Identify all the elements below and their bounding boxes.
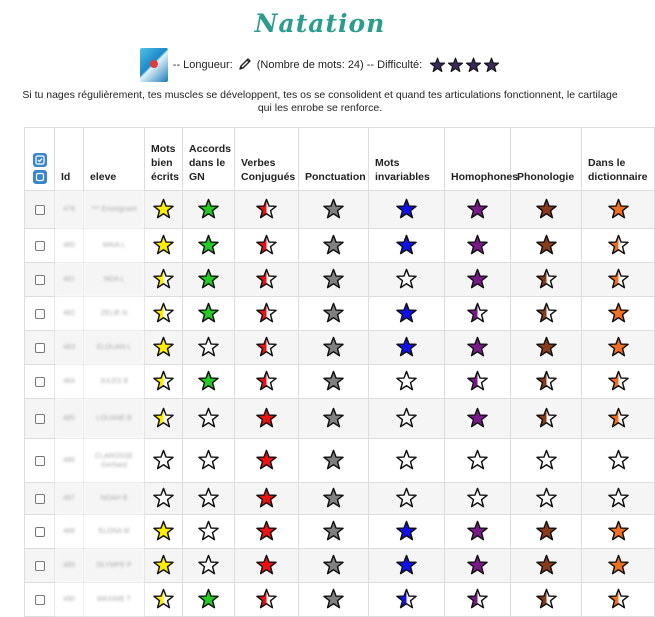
rating-homophones-star-icon[interactable] xyxy=(445,439,511,483)
rating-phonologie-star-icon[interactable] xyxy=(511,191,582,229)
rating-phonologie-star-icon[interactable] xyxy=(511,399,582,439)
column-header-dictionnaire[interactable]: Dans le dictionnaire xyxy=(582,128,655,191)
row-eleve-name: ELONA M xyxy=(84,515,145,549)
table-row[interactable] xyxy=(25,229,655,263)
rating-invariables-star-icon[interactable] xyxy=(369,263,445,297)
row-checkbox[interactable] xyxy=(35,343,45,353)
row-checkbox-cell xyxy=(25,263,55,297)
rating-mots-star-icon[interactable] xyxy=(145,191,183,229)
row-checkbox-cell xyxy=(25,365,55,399)
column-header-homophones[interactable]: Homophones xyxy=(445,128,511,191)
difficulty-star-icon xyxy=(465,57,482,74)
row-eleve-name: CLAROSSE Gerhard xyxy=(84,439,145,483)
row-checkbox[interactable] xyxy=(35,494,45,504)
row-checkbox[interactable] xyxy=(35,595,45,605)
row-checkbox[interactable] xyxy=(35,527,45,537)
row-eleve-name: *** Enseignant xyxy=(84,191,145,229)
row-eleve-name: MAIA L xyxy=(84,229,145,263)
exercise-description: Si tu nages régulièrement, tes muscles se développent, tes os se consolident et quand tes articulations fonctionnent, le cartilage qui les enrobe se renforce. xyxy=(22,89,618,114)
rating-dictionnaire-star-icon[interactable] xyxy=(582,297,655,331)
table-row[interactable] xyxy=(25,483,655,515)
rating-accords-star-icon[interactable] xyxy=(183,583,235,617)
select-all-button[interactable] xyxy=(33,153,47,167)
row-eleve-name: LOUANE B xyxy=(84,399,145,439)
row-id: 484 xyxy=(55,365,84,399)
rating-mots-star-icon[interactable] xyxy=(145,549,183,583)
rating-invariables-star-icon[interactable] xyxy=(369,365,445,399)
rating-homophones-star-icon[interactable] xyxy=(445,229,511,263)
rating-phonologie-star-icon[interactable] xyxy=(511,439,582,483)
rating-mots-star-icon[interactable] xyxy=(145,229,183,263)
rating-dictionnaire-star-icon[interactable] xyxy=(582,549,655,583)
column-header-ponctuation[interactable]: Ponctuation xyxy=(299,128,369,191)
rating-mots-star-icon[interactable] xyxy=(145,365,183,399)
rating-ponctuation-star-icon[interactable] xyxy=(299,549,369,583)
rating-phonologie-star-icon[interactable] xyxy=(511,583,582,617)
rating-ponctuation-star-icon[interactable] xyxy=(299,515,369,549)
difficulty-star-icon xyxy=(483,57,500,74)
rating-accords-star-icon[interactable] xyxy=(183,191,235,229)
rating-ponctuation-star-icon[interactable] xyxy=(299,483,369,515)
table-row[interactable] xyxy=(25,399,655,439)
column-header-eleve[interactable]: eleve xyxy=(84,128,145,191)
row-checkbox-cell xyxy=(25,515,55,549)
rating-invariables-star-icon[interactable] xyxy=(369,191,445,229)
table-header-row xyxy=(25,128,655,191)
pencil-icon[interactable] xyxy=(238,57,252,74)
difficulty-star-icon xyxy=(447,57,464,74)
rating-invariables-star-icon[interactable] xyxy=(369,515,445,549)
empty-square-icon xyxy=(35,172,45,182)
row-id: 485 xyxy=(55,399,84,439)
rating-verbes-star-icon[interactable] xyxy=(235,549,299,583)
rating-homophones-star-icon[interactable] xyxy=(445,331,511,365)
rating-dictionnaire-star-icon[interactable] xyxy=(582,515,655,549)
row-checkbox-cell xyxy=(25,191,55,229)
row-checkbox[interactable] xyxy=(35,205,45,215)
rating-homophones-star-icon[interactable] xyxy=(445,483,511,515)
table-row[interactable] xyxy=(25,263,655,297)
column-header-accords[interactable]: Accords dans le GN xyxy=(183,128,235,191)
row-eleve-name: NOA L xyxy=(84,263,145,297)
rating-mots-star-icon[interactable] xyxy=(145,483,183,515)
rating-accords-star-icon[interactable] xyxy=(183,399,235,439)
rating-verbes-star-icon[interactable] xyxy=(235,515,299,549)
row-checkbox[interactable] xyxy=(35,561,45,571)
word-count-label: (Nombre de mots: 24) -- Difficulté: xyxy=(256,59,423,71)
rating-phonologie-star-icon[interactable] xyxy=(511,297,582,331)
table-row[interactable] xyxy=(25,515,655,549)
rating-invariables-star-icon[interactable] xyxy=(369,229,445,263)
rating-phonologie-star-icon[interactable] xyxy=(511,331,582,365)
column-header-mots[interactable]: Mots bien écrits xyxy=(145,128,183,191)
rating-ponctuation-star-icon[interactable] xyxy=(299,191,369,229)
row-id: 482 xyxy=(55,297,84,331)
difficulty-star-icon xyxy=(429,57,446,74)
column-header-id[interactable]: Id xyxy=(55,128,84,191)
rating-phonologie-star-icon[interactable] xyxy=(511,549,582,583)
row-checkbox-cell xyxy=(25,549,55,583)
rating-homophones-star-icon[interactable] xyxy=(445,297,511,331)
rating-dictionnaire-star-icon[interactable] xyxy=(582,229,655,263)
rating-dictionnaire-star-icon[interactable] xyxy=(582,483,655,515)
rating-mots-star-icon[interactable] xyxy=(145,297,183,331)
row-eleve-name: ELOUAN L xyxy=(84,331,145,365)
rating-phonologie-star-icon[interactable] xyxy=(511,229,582,263)
rating-homophones-star-icon[interactable] xyxy=(445,365,511,399)
rating-invariables-star-icon[interactable] xyxy=(369,483,445,515)
row-checkbox-cell xyxy=(25,583,55,617)
row-eleve-name: ZELIE N xyxy=(84,297,145,331)
column-header-verbes[interactable]: Verbes Conjugués xyxy=(235,128,299,191)
rating-invariables-star-icon[interactable] xyxy=(369,331,445,365)
column-header-phonologie[interactable]: Phonologie xyxy=(511,128,582,191)
rating-homophones-star-icon[interactable] xyxy=(445,263,511,297)
rating-ponctuation-star-icon[interactable] xyxy=(299,583,369,617)
rating-mots-star-icon[interactable] xyxy=(145,583,183,617)
table-row[interactable] xyxy=(25,331,655,365)
row-id: 478 xyxy=(55,191,84,229)
rating-ponctuation-star-icon[interactable] xyxy=(299,439,369,483)
rating-invariables-star-icon[interactable] xyxy=(369,399,445,439)
rating-ponctuation-star-icon[interactable] xyxy=(299,365,369,399)
row-eleve-name: OLYMPE P xyxy=(84,549,145,583)
row-checkbox-cell xyxy=(25,297,55,331)
rating-accords-star-icon[interactable] xyxy=(183,439,235,483)
rating-verbes-star-icon[interactable] xyxy=(235,365,299,399)
rating-accords-star-icon[interactable] xyxy=(183,297,235,331)
rating-invariables-star-icon[interactable] xyxy=(369,297,445,331)
rating-phonologie-star-icon[interactable] xyxy=(511,263,582,297)
rating-phonologie-star-icon[interactable] xyxy=(511,515,582,549)
table-row[interactable] xyxy=(25,365,655,399)
rating-accords-star-icon[interactable] xyxy=(183,229,235,263)
rating-accords-star-icon[interactable] xyxy=(183,549,235,583)
row-id: 481 xyxy=(55,263,84,297)
rating-ponctuation-star-icon[interactable] xyxy=(299,229,369,263)
rating-mots-star-icon[interactable] xyxy=(145,515,183,549)
row-checkbox[interactable] xyxy=(35,241,45,251)
row-checkbox-cell xyxy=(25,483,55,515)
table-row[interactable] xyxy=(25,549,655,583)
rating-verbes-star-icon[interactable] xyxy=(235,297,299,331)
row-checkbox[interactable] xyxy=(35,275,45,285)
table-row[interactable] xyxy=(25,297,655,331)
rating-ponctuation-star-icon[interactable] xyxy=(299,399,369,439)
select-none-button[interactable] xyxy=(33,170,47,184)
rating-mots-star-icon[interactable] xyxy=(145,439,183,483)
row-eleve-name: MAXIME T xyxy=(84,583,145,617)
table-row[interactable] xyxy=(25,191,655,229)
rating-dictionnaire-star-icon[interactable] xyxy=(582,263,655,297)
difficulty-stars xyxy=(429,57,500,74)
rating-invariables-star-icon[interactable] xyxy=(369,439,445,483)
longueur-label: -- Longueur: xyxy=(172,59,233,71)
rating-mots-star-icon[interactable] xyxy=(145,399,183,439)
check-square-icon xyxy=(35,155,45,165)
rating-dictionnaire-star-icon[interactable] xyxy=(582,399,655,439)
row-id: 486 xyxy=(55,439,84,483)
rating-accords-star-icon[interactable] xyxy=(183,263,235,297)
rating-mots-star-icon[interactable] xyxy=(145,263,183,297)
rating-invariables-star-icon[interactable] xyxy=(369,583,445,617)
rating-homophones-star-icon[interactable] xyxy=(445,515,511,549)
swimmer-thumbnail[interactable] xyxy=(140,48,168,82)
select-column-header xyxy=(25,128,55,191)
rating-ponctuation-star-icon[interactable] xyxy=(299,331,369,365)
rating-homophones-star-icon[interactable] xyxy=(445,191,511,229)
page-title: Natation xyxy=(254,9,386,38)
rating-mots-star-icon[interactable] xyxy=(145,331,183,365)
row-checkbox-cell xyxy=(25,439,55,483)
column-header-invariables[interactable]: Mots invariables xyxy=(369,128,445,191)
rating-ponctuation-star-icon[interactable] xyxy=(299,263,369,297)
rating-homophones-star-icon[interactable] xyxy=(445,399,511,439)
rating-phonologie-star-icon[interactable] xyxy=(511,483,582,515)
row-checkbox[interactable] xyxy=(35,377,45,387)
row-checkbox-cell xyxy=(25,331,55,365)
row-id: 490 xyxy=(55,583,84,617)
row-id: 487 xyxy=(55,483,84,515)
row-id: 488 xyxy=(55,515,84,549)
rating-dictionnaire-star-icon[interactable] xyxy=(582,331,655,365)
table-row[interactable] xyxy=(25,583,655,617)
rating-verbes-star-icon[interactable] xyxy=(235,191,299,229)
rating-ponctuation-star-icon[interactable] xyxy=(299,297,369,331)
rating-verbes-star-icon[interactable] xyxy=(235,583,299,617)
rating-accords-star-icon[interactable] xyxy=(183,365,235,399)
row-checkbox[interactable] xyxy=(35,309,45,319)
exercise-meta xyxy=(0,46,640,84)
row-id: 483 xyxy=(55,331,84,365)
rating-verbes-star-icon[interactable] xyxy=(235,399,299,439)
rating-invariables-star-icon[interactable] xyxy=(369,549,445,583)
rating-accords-star-icon[interactable] xyxy=(183,483,235,515)
results-table xyxy=(24,127,655,617)
row-eleve-name: JULES B xyxy=(84,365,145,399)
row-checkbox[interactable] xyxy=(35,456,45,466)
rating-dictionnaire-star-icon[interactable] xyxy=(582,439,655,483)
row-checkbox[interactable] xyxy=(35,414,45,424)
rating-dictionnaire-star-icon[interactable] xyxy=(582,365,655,399)
rating-phonologie-star-icon[interactable] xyxy=(511,365,582,399)
rating-verbes-star-icon[interactable] xyxy=(235,331,299,365)
rating-homophones-star-icon[interactable] xyxy=(445,549,511,583)
rating-dictionnaire-star-icon[interactable] xyxy=(582,583,655,617)
results-table-container xyxy=(24,127,648,603)
row-eleve-name: NOAH B xyxy=(84,483,145,515)
row-id: 480 xyxy=(55,229,84,263)
rating-verbes-star-icon[interactable] xyxy=(235,263,299,297)
row-id: 489 xyxy=(55,549,84,583)
rating-verbes-star-icon[interactable] xyxy=(235,483,299,515)
rating-homophones-star-icon[interactable] xyxy=(445,583,511,617)
row-checkbox-cell xyxy=(25,229,55,263)
rating-verbes-star-icon[interactable] xyxy=(235,229,299,263)
rating-dictionnaire-star-icon[interactable] xyxy=(582,191,655,229)
rating-verbes-star-icon[interactable] xyxy=(235,439,299,483)
rating-accords-star-icon[interactable] xyxy=(183,331,235,365)
rating-accords-star-icon[interactable] xyxy=(183,515,235,549)
table-row[interactable] xyxy=(25,439,655,483)
row-checkbox-cell xyxy=(25,399,55,439)
